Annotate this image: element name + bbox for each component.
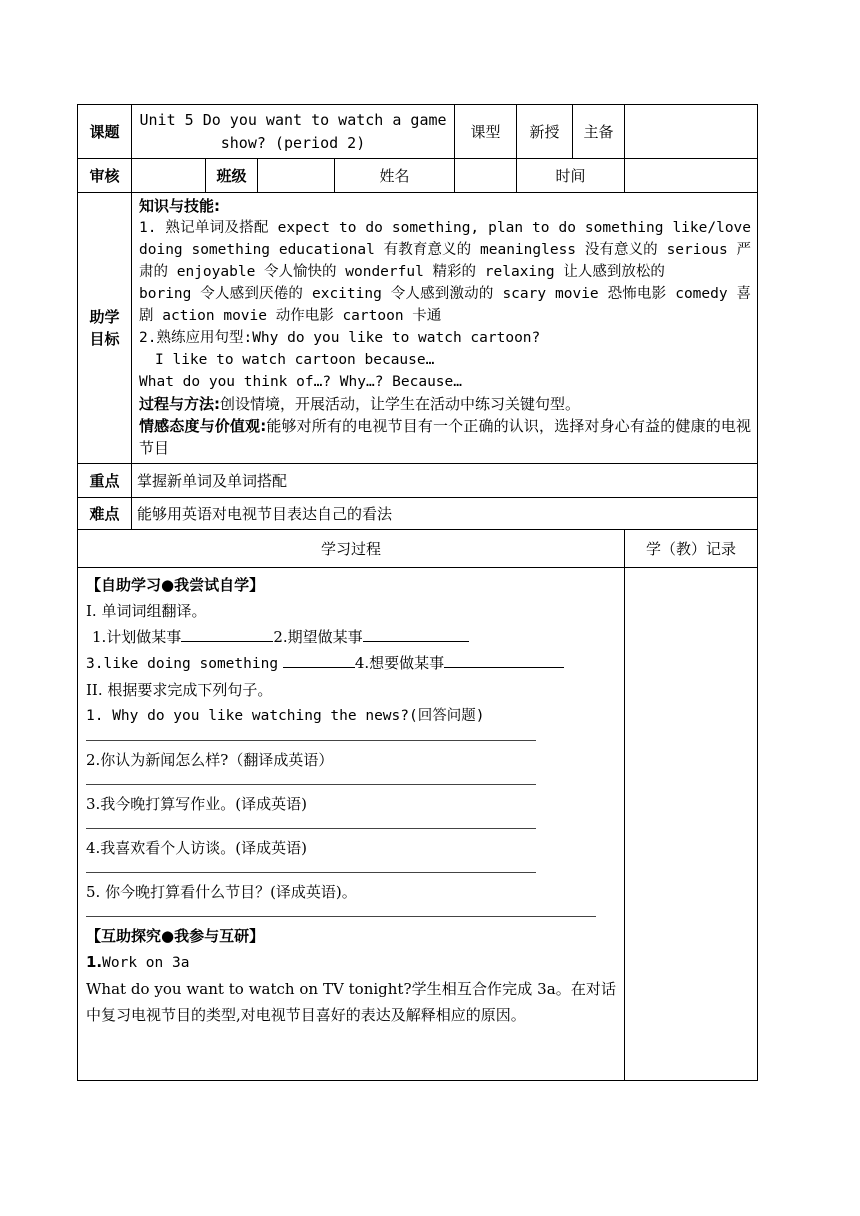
vocab-row-1 — [86, 624, 616, 650]
key-points-text: 掌握新单词及单词搭配 — [132, 464, 758, 498]
vocab-row-2 — [86, 650, 616, 677]
difficult-points-label: 难点 — [78, 498, 132, 530]
key-points-label: 重点 — [78, 464, 132, 498]
vocab-item-2: 2.期望做某事 — [273, 628, 363, 646]
emotion-text: 能够对所有的电视节目有一个正确的认识，选择对身心有益的健康的电视节目 — [139, 417, 752, 457]
lead-value — [625, 105, 758, 159]
answer-line-2[interactable] — [86, 783, 536, 785]
review-value — [132, 159, 206, 193]
vocab-item-1: 1.计划做某事 — [92, 628, 182, 646]
name-value — [455, 159, 517, 193]
answer-blank-4[interactable] — [444, 653, 564, 668]
record-column — [625, 568, 758, 1081]
difficult-points-row — [78, 498, 758, 530]
review-label: 审核 — [78, 159, 132, 193]
process-heading: 学习过程 — [78, 530, 625, 568]
type-label: 课型 — [455, 105, 517, 159]
process-content — [78, 568, 625, 1081]
process-heading-row — [78, 530, 758, 568]
topic-value: Unit 5 Do you want to watch a game show? (period 2) — [132, 105, 455, 159]
work-description: What do you want to watch on TV tonight?学生相互合作完成 3a。在对话中复习电视节目的类型,对电视节目喜好的表达及解释相应的原因。 — [86, 980, 617, 1024]
objectives-content — [132, 193, 758, 464]
lead-label: 主备 — [573, 105, 625, 159]
time-label: 时间 — [517, 159, 625, 193]
self-study-title: 【自助学习●我尝试自学】 — [86, 576, 265, 594]
part1-title: Ⅰ. 单词词组翻译。 — [86, 602, 207, 620]
emotion-heading: 情感态度与价值观: — [139, 417, 267, 435]
header-row-1 — [78, 105, 758, 159]
method-line — [139, 393, 751, 415]
objective-line-4: I like to watch cartoon because… — [155, 352, 435, 368]
answer-blank-3[interactable] — [283, 653, 355, 668]
question-4: 4.我喜欢看个人访谈。(译成英语) — [86, 839, 308, 857]
work-number: 1. — [86, 953, 103, 971]
objectives-label: 助学目标 — [78, 193, 132, 464]
answer-line-1[interactable] — [86, 739, 536, 741]
objective-line-1: 1. 熟记单词及搭配 expect to do something, plan to do something like/love doing something educational 有教育意义的 meaningless 没有意义的 serious 严肃的 enjoyable 令人愉快的 wonderful 精彩的 relaxing 让人感到放松的 — [139, 220, 752, 280]
objective-line-3: 2.熟练应用句型:Why do you like to watch cartoon? — [139, 330, 541, 346]
knowledge-heading: 知识与技能: — [139, 197, 220, 215]
header-row-2 — [78, 159, 758, 193]
question-5: 5. 你今晚打算看什么节目？(译成英语)。 — [86, 883, 357, 901]
record-heading: 学（教）记录 — [625, 530, 758, 568]
answer-blank-1[interactable] — [181, 627, 273, 642]
lesson-plan-table — [77, 104, 758, 1081]
class-value — [258, 159, 335, 193]
objective-line-5: What do you think of…? Why…? Because… — [139, 374, 463, 390]
difficult-points-text: 能够用英语对电视节目表达自己的看法 — [132, 498, 758, 530]
answer-blank-2[interactable] — [363, 627, 469, 642]
topic-label: 课题 — [78, 105, 132, 159]
process-body-row — [78, 568, 758, 1081]
name-label: 姓名 — [335, 159, 455, 193]
cooperate-title: 【互助探究●我参与互研】 — [86, 927, 265, 945]
part2-title: II. 根据要求完成下列句子。 — [86, 681, 273, 699]
work-title: Work on 3a — [102, 955, 190, 971]
emotion-line — [139, 415, 751, 459]
vocab-item-3: 3.like doing something — [86, 656, 279, 672]
method-heading: 过程与方法: — [139, 395, 220, 413]
answer-line-4[interactable] — [86, 871, 536, 873]
objective-line-2: boring 令人感到厌倦的 exciting 令人感到激动的 scary movie 恐怖电影 comedy 喜剧 action movie 动作电影 cartoon 卡通 — [139, 286, 752, 324]
time-value — [625, 159, 758, 193]
class-label: 班级 — [206, 159, 258, 193]
question-3: 3.我今晚打算写作业。(译成英语) — [86, 795, 308, 813]
answer-line-5[interactable] — [86, 915, 596, 917]
answer-line-3[interactable] — [86, 827, 536, 829]
key-points-row — [78, 464, 758, 498]
question-1: 1. Why do you like watching the news?(回答问题) — [86, 708, 485, 724]
question-2: 2.你认为新闻怎么样?（翻译成英语） — [86, 751, 334, 769]
objectives-row — [78, 193, 758, 464]
type-value: 新授 — [517, 105, 573, 159]
method-text: 创设情境，开展活动，让学生在活动中练习关键句型。 — [220, 395, 581, 413]
vocab-item-4: 4.想要做某事 — [354, 654, 445, 672]
work-line — [86, 949, 616, 976]
